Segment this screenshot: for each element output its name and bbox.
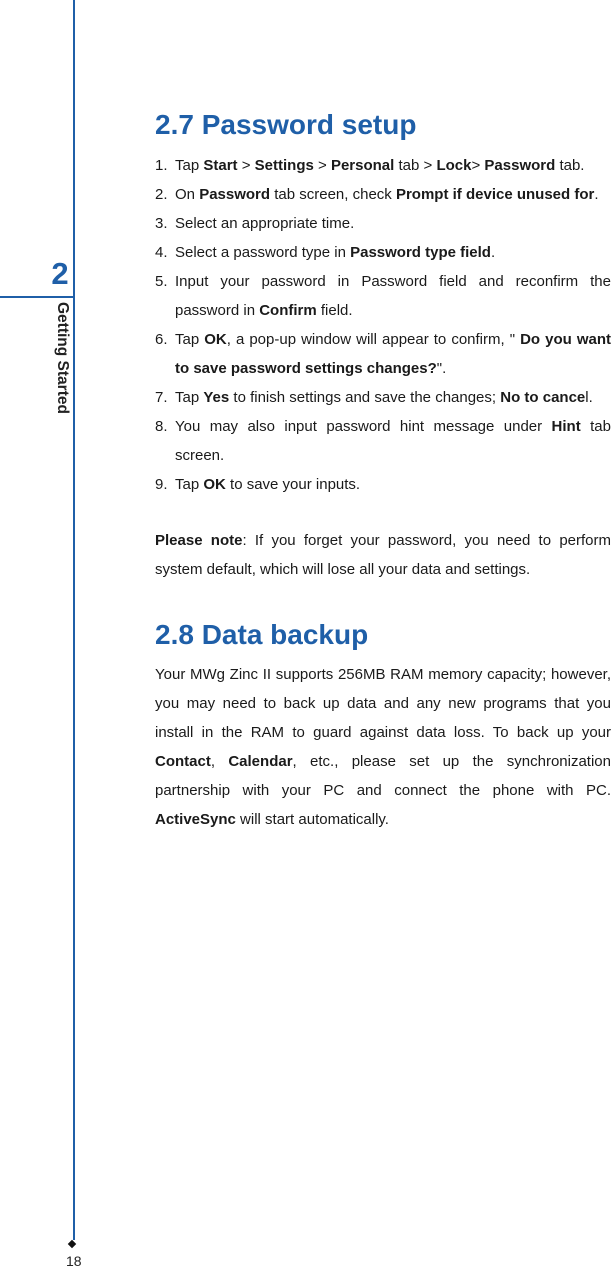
text-run: On (175, 186, 200, 203)
bold-term: Yes (203, 389, 230, 406)
password-steps-list (155, 151, 611, 499)
section-heading-data-backup: 2.8 Data backup (155, 619, 369, 650)
text-run: , etc., please set up the synchronization partnership with your PC and connect the phone with PC. (155, 753, 611, 799)
step-number: 6. (155, 331, 168, 348)
bold-term: Start (203, 157, 238, 174)
step-number: 7. (155, 389, 168, 406)
bold-term: Contact (155, 753, 211, 770)
step-number: 8. (155, 418, 168, 435)
step-item (155, 383, 611, 412)
chapter-number: 2 (51, 256, 69, 291)
text-run: , (210, 753, 229, 770)
bold-term: Settings (254, 157, 314, 174)
section-heading-password-setup: 2.7 Password setup (155, 109, 417, 140)
text-run: Your MWg Zinc II supports 256MB RAM memory capacity; however, you may need to back up data and any new programs that you install in the RAM to guard against data loss. To back up your (155, 666, 611, 741)
bold-term: Calendar (228, 753, 293, 770)
text-run: , a pop-up window will appear to confirm, " (226, 331, 516, 348)
text-run: You may also input password hint message under (175, 418, 552, 435)
text-run: > (237, 157, 255, 174)
bold-term: OK (204, 331, 227, 348)
bold-term: Password type field (350, 244, 491, 261)
text-run: : If you forget your password, you need to perform system default, which will lose all your data and settings. (155, 532, 611, 578)
text-run: . (490, 244, 496, 261)
sidebar-vertical-rule (73, 0, 75, 1240)
text-run: Input your password in Password field and reconfirm the password in (175, 273, 611, 319)
text-run: field. (316, 302, 353, 319)
please-note-paragraph (155, 526, 611, 584)
chapter-label: Getting Started (54, 302, 71, 414)
step-number: 1. (155, 157, 168, 174)
text-run: > (471, 157, 485, 174)
text-run: l. (585, 389, 593, 406)
step-item (155, 238, 611, 267)
step-number: 4. (155, 244, 168, 261)
bold-term: Prompt if device unused for (395, 186, 595, 203)
text-run: . (594, 186, 599, 203)
text-run: will start automatically. (235, 811, 389, 828)
sidebar-horizontal-rule (0, 296, 75, 298)
page-number: 18 (66, 1253, 82, 1269)
text-run: Select a password type in (175, 244, 351, 261)
text-run: Tap (175, 157, 204, 174)
text-run: tab > (394, 157, 437, 174)
text-run: tab screen. (175, 418, 611, 464)
bold-term: OK (203, 476, 226, 493)
text-run: to save your inputs. (225, 476, 361, 493)
step-item (155, 325, 611, 383)
step-item (155, 412, 611, 470)
bold-term: Please note (155, 532, 243, 549)
bold-term: No to cance (500, 389, 586, 406)
text-run: Tap (175, 476, 204, 493)
text-run: Tap (175, 389, 204, 406)
text-run: ". (436, 360, 447, 377)
text-run: tab screen, check (270, 186, 396, 203)
bold-term: Do you want to save password settings changes? (175, 331, 611, 377)
diamond-bullet-icon (68, 1240, 76, 1248)
bold-term: Lock (436, 157, 472, 174)
data-backup-paragraph (155, 660, 611, 834)
text-run: Tap (175, 331, 205, 348)
text-run: > (313, 157, 331, 174)
main-content (155, 105, 611, 834)
text-run: to finish settings and save the changes; (229, 389, 501, 406)
step-item (155, 151, 611, 180)
bold-term: ActiveSync (155, 811, 236, 828)
step-item (155, 267, 611, 325)
bold-term: Hint (551, 418, 581, 435)
bold-term: Password (484, 157, 556, 174)
step-number: 3. (155, 215, 168, 232)
bold-term: Personal (330, 157, 395, 174)
bold-term: Password (199, 186, 271, 203)
step-number: 9. (155, 476, 168, 493)
step-number: 5. (155, 273, 168, 290)
text-run: Select an appropriate time. (175, 215, 355, 232)
step-item (155, 180, 611, 209)
step-item (155, 470, 611, 499)
step-number: 2. (155, 186, 168, 203)
bold-term: Confirm (259, 302, 317, 319)
step-item (155, 209, 611, 238)
text-run: tab. (555, 157, 585, 174)
